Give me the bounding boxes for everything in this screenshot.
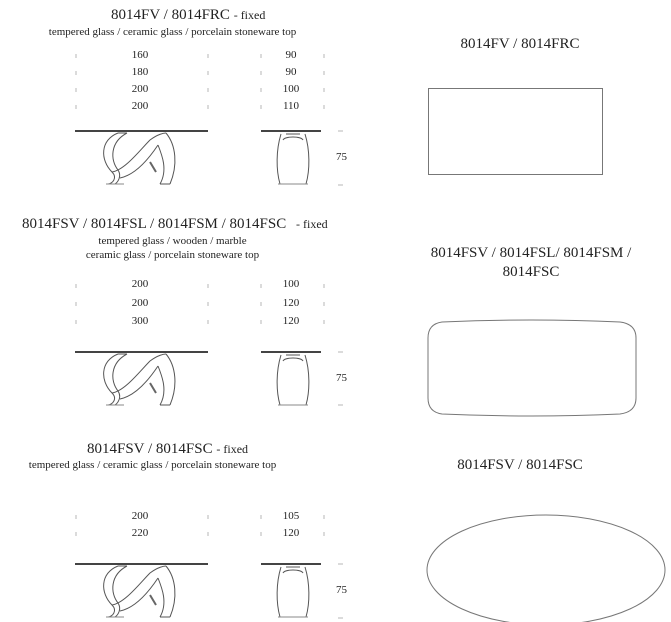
- top-shape-label: 8014FSV / 8014FSL/ 8014FSM / 8014FSC: [430, 245, 632, 280]
- side-view-table: [261, 564, 321, 617]
- top-shape-label: 8014FV / 8014FRC: [460, 36, 580, 52]
- dimension-width: 110: [282, 100, 300, 112]
- section-3-title: 8014FSV / 8014FSC - fixed: [87, 441, 249, 457]
- section-2-title: 8014FSV / 8014FSL / 8014FSM / 8014FSC - fixed: [22, 216, 328, 232]
- height-value: 75: [336, 584, 347, 596]
- rounded-rectangle-top-shape: [428, 320, 636, 416]
- dimension-width: 120: [282, 297, 300, 309]
- dimension-length: 200: [131, 510, 149, 522]
- front-view-table: [75, 564, 208, 617]
- oval-top-shape: [427, 515, 665, 622]
- section-2-materials-line-1: tempered glass / wooden / marble: [98, 235, 247, 247]
- front-view-table: [75, 131, 208, 184]
- dimension-width: 90: [285, 49, 297, 61]
- dimension-length: 220: [131, 527, 149, 539]
- model-name: 8014FSV / 8014FSL / 8014FSM / 8014FSC: [22, 216, 287, 232]
- side-view-table: [261, 131, 321, 184]
- dimension-length: 160: [131, 49, 149, 61]
- front-view-table: [75, 352, 208, 405]
- dimension-width: 100: [282, 278, 300, 290]
- dimension-length: 200: [131, 297, 149, 309]
- dimension-width: 90: [285, 66, 297, 78]
- dimension-length: 180: [131, 66, 149, 78]
- top-shape-label: 8014FSV / 8014FSC: [457, 457, 583, 473]
- rectangle-top-shape: [429, 89, 603, 175]
- height-value: 75: [336, 151, 347, 163]
- section-1-materials: tempered glass / ceramic glass / porcelain stoneware top: [48, 26, 297, 38]
- dimension-length: 200: [131, 83, 149, 95]
- model-name: 8014FV / 8014FRC: [111, 7, 230, 23]
- section-3-materials: tempered glass / ceramic glass / porcelain stoneware top: [28, 459, 277, 471]
- dimension-width: 120: [282, 527, 300, 539]
- fixed-label: fixed: [223, 442, 249, 456]
- fixed-label: fixed: [303, 217, 328, 231]
- section-1-title: 8014FV / 8014FRC - fixed: [111, 7, 266, 23]
- dimension-width: 100: [282, 83, 300, 95]
- section-2-materials-line-2: ceramic glass / porcelain stoneware top: [85, 249, 260, 261]
- dimension-length: 200: [131, 278, 149, 290]
- side-view-table: [261, 352, 321, 405]
- dimension-width: 120: [282, 315, 300, 327]
- dimension-length: 300: [131, 315, 149, 327]
- height-value: 75: [336, 372, 347, 384]
- fixed-label: fixed: [240, 8, 266, 22]
- dimension-width: 105: [282, 510, 300, 522]
- model-name: 8014FSV / 8014FSC: [87, 441, 213, 457]
- dimension-ticks: [76, 284, 343, 405]
- dimension-ticks: [76, 54, 343, 185]
- dimension-length: 200: [131, 100, 149, 112]
